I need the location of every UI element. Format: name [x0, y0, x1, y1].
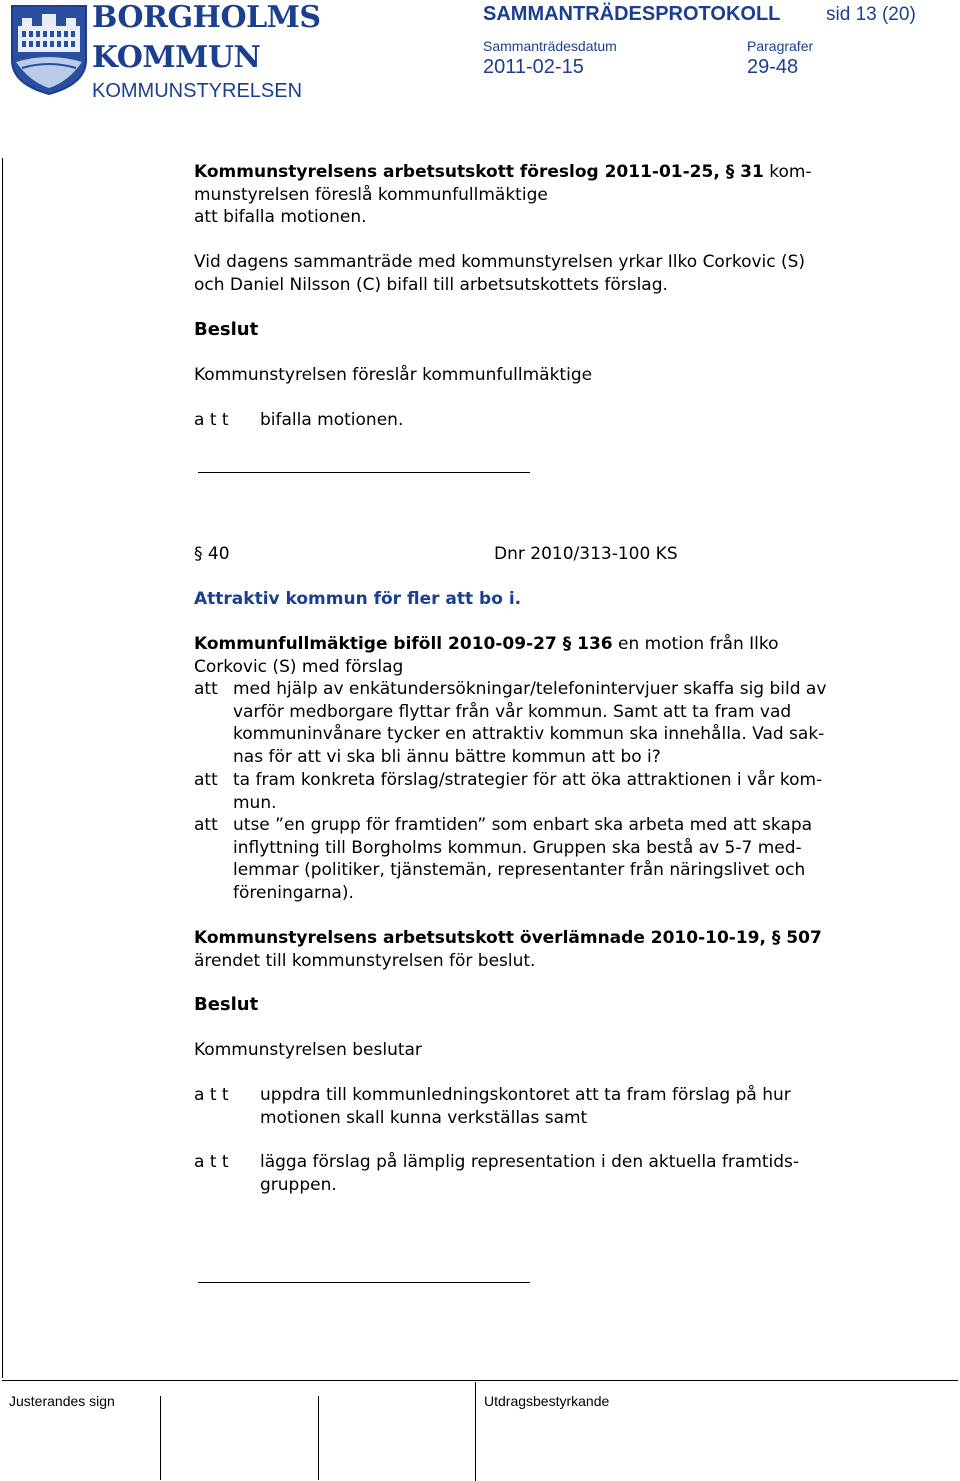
att-item-1: med hjälp av enkätundersökningar/telefonintervjuer skaffa sig bild av varför medborgare flyttar från vår kommun. Samt att ta fram vad kommuninvånare tycker en attraktiv kommun ska innehålla. Vad sak- nas för att vi ska bli ännu bättre kommun att bo i?	[233, 679, 827, 767]
decision-item-2: lägga förslag på lämplig representation i den aktuella framtids- gruppen.	[260, 1152, 800, 1195]
paragraph-number: § 40	[194, 544, 230, 564]
decision-intro: Kommunstyrelsen beslutar	[194, 1040, 422, 1060]
att-key: att	[194, 679, 218, 699]
att-text: bifalla motionen.	[260, 410, 404, 430]
att-item-3: utse ”en grupp för framtiden” som enbart ska arbeta med att skapa inflyttning till Borgholms kommun. Gruppen ska bestå av 5-7 med- lemmar (politiker, tjänstemän, representanter från näringslivet och föreningarna).	[233, 815, 813, 903]
date-label: Sammanträdesdatum	[483, 38, 617, 54]
att-key: a t t	[194, 410, 229, 430]
footer-top-line	[2, 1380, 958, 1381]
section-divider	[198, 1282, 530, 1283]
att-key: att	[194, 770, 218, 790]
date-value: 2011-02-15	[483, 56, 584, 78]
signature-box-divider	[160, 1396, 161, 1480]
paragraphs-label: Paragrafer	[747, 38, 814, 54]
att-item-2: ta fram konkreta förslag/strategier för att öka attraktionen i vår kom- mun.	[233, 770, 823, 813]
meeting-paragraph: Vid dagens sammanträde med kommunstyrelsen yrkar Ilko Corkovic (S) och Daniel Nilsson (C) bifall till arbetsutskottets förslag.	[194, 252, 806, 295]
extract-label: Utdragsbestyrkande	[484, 1393, 610, 1409]
case-title: Attraktiv kommun för fler att bo i.	[194, 589, 522, 609]
signature-box-divider	[475, 1382, 476, 1481]
kf-intro-paragraph: Kommunfullmäktige biföll 2010-09-27 § 136 en motion från Ilko Corkovic (S) med förslag	[194, 634, 779, 677]
att-key: a t t	[194, 1152, 229, 1172]
case-number: Dnr 2010/313-100 KS	[494, 544, 678, 564]
page-number: sid 13 (20)	[826, 4, 916, 25]
au-proposal-bold: Kommunstyrelsens arbetsutskott föreslog 2011-01-25, § 31	[194, 162, 764, 182]
paragraphs-value: 29-48	[747, 56, 799, 78]
au-handover-paragraph: Kommunstyrelsens arbetsutskott överlämnade 2010-10-19, § 507 ärendet till kommunstyrelsen för beslut.	[194, 928, 822, 971]
section-divider	[198, 472, 530, 473]
att-key: att	[194, 815, 218, 835]
org-name-line1: BORGHOLMS	[92, 0, 321, 35]
decision-item-1: uppdra till kommunledningskontoret att ta fram förslag på hur motionen skall kunna verkställas samt	[260, 1085, 791, 1128]
org-name-line2: KOMMUN	[92, 40, 261, 75]
au-proposal-paragraph: Kommunstyrelsens arbetsutskott föreslog 2011-01-25, § 31 kom- munstyrelsen föreslå kommunfullmäktige att bifalla motionen.	[194, 162, 812, 228]
att-key: a t t	[194, 1085, 229, 1105]
decision-heading: Beslut	[194, 994, 259, 1015]
signature-box-divider	[318, 1396, 319, 1480]
decision-heading: Beslut	[194, 319, 259, 340]
decision-intro: Kommunstyrelsen föreslår kommunfullmäktige	[194, 365, 593, 385]
signature-label: Justerandes sign	[9, 1393, 115, 1409]
municipal-crest-icon	[8, 4, 90, 96]
org-unit: KOMMUNSTYRELSEN	[92, 80, 303, 102]
left-margin-line	[2, 158, 3, 1378]
document-type: SAMMANTRÄDESPROTOKOLL	[483, 3, 781, 25]
